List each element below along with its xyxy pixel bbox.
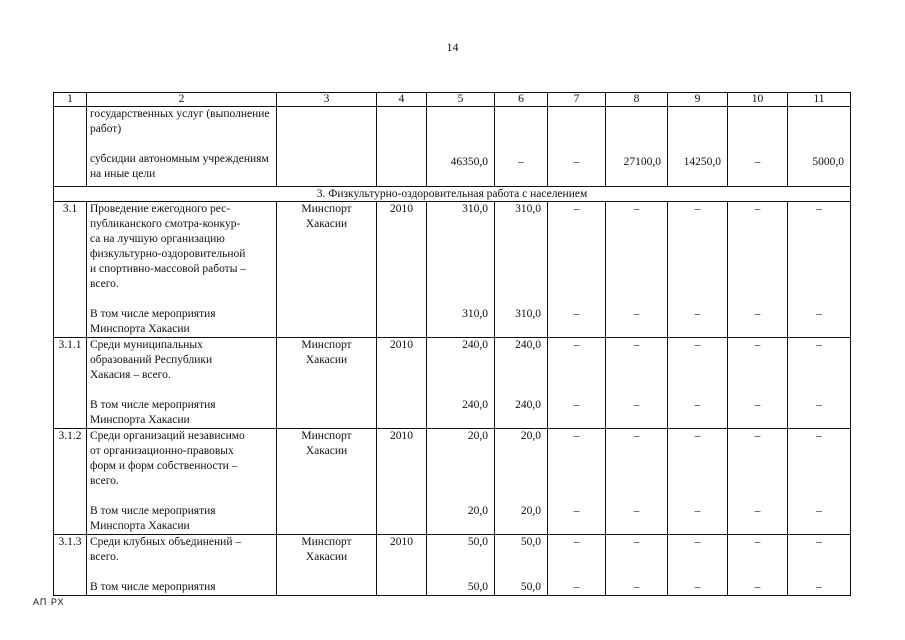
section-row — [54, 187, 851, 202]
column-header-row — [54, 93, 851, 107]
table-row — [54, 429, 851, 535]
year-cell: 2010 — [377, 338, 427, 429]
value-cell — [427, 338, 495, 429]
value-cell: 27100,0 — [606, 107, 668, 187]
column-header: 5 — [427, 93, 495, 107]
value-cell: – – — [788, 202, 851, 338]
value-cell: – – — [728, 535, 788, 596]
description-cell — [87, 429, 277, 535]
value-total: 20,0 — [467, 430, 488, 442]
value-sub: 50,0 — [520, 581, 541, 593]
item-number: 3.1.2 — [54, 429, 87, 535]
executor-line: Хакасии — [305, 218, 348, 230]
budget-table — [53, 92, 851, 596]
value-total: 240,0 — [515, 339, 541, 351]
description-line: са на лучшую организацию — [90, 233, 225, 245]
column-header: 10 — [728, 93, 788, 107]
value-sub: 310,0 — [515, 308, 541, 320]
value-sub: 310,0 — [462, 308, 488, 320]
value-total: 50,0 — [520, 536, 541, 548]
value-cell — [427, 535, 495, 596]
description-line: Среди муниципальных — [90, 339, 203, 351]
executor-line: Хакасии — [305, 551, 348, 563]
value-cell: – – — [606, 338, 668, 429]
column-header: 8 — [606, 93, 668, 107]
value-cell — [495, 338, 548, 429]
table-row — [54, 338, 851, 429]
value-cell: – — [495, 107, 548, 187]
description-line: Хакасия – всего. — [90, 369, 171, 381]
page-number: 14 — [446, 40, 459, 54]
value-cell: – – — [606, 202, 668, 338]
value-cell — [495, 535, 548, 596]
value-cell: – – — [548, 429, 606, 535]
column-header: 7 — [548, 93, 606, 107]
description-line: от организационно-правовых — [90, 445, 234, 457]
value-total: 310,0 — [515, 203, 541, 215]
value-cell — [495, 202, 548, 338]
description-line: Минспорта Хакасии — [90, 414, 190, 426]
value-cell: – – — [606, 535, 668, 596]
footer-mark: АП РХ — [33, 597, 65, 607]
description-line: всего. — [90, 551, 119, 563]
executor-cell — [277, 535, 377, 596]
column-header: 4 — [377, 93, 427, 107]
description-line: физкультурно-оздоровительной — [90, 248, 246, 260]
executor-line: Минспорт — [301, 430, 352, 442]
value-cell: 46350,0 — [427, 107, 495, 187]
description-cell — [87, 202, 277, 338]
description-line: и спортивно-массовой работы – — [90, 263, 247, 275]
value-cell: – – — [728, 338, 788, 429]
executor-cell — [277, 429, 377, 535]
executor-cell — [277, 338, 377, 429]
description-line: Минспорта Хакасии — [90, 520, 190, 532]
year-cell: 2010 — [377, 429, 427, 535]
description-line: В том числе мероприятия — [90, 581, 216, 593]
description-line: Проведение ежегодного рес- — [90, 203, 231, 215]
value-total: 20,0 — [520, 430, 541, 442]
value-cell: 14250,0 — [668, 107, 728, 187]
value-cell — [427, 202, 495, 338]
value-cell: – – — [668, 535, 728, 596]
value-sub: 240,0 — [515, 399, 541, 411]
item-number: 3.1 — [54, 202, 87, 338]
description-cell — [87, 107, 277, 187]
column-header: 2 — [87, 93, 277, 107]
value-cell: – – — [668, 202, 728, 338]
description-line: всего. — [90, 475, 119, 487]
executor-line: Хакасии — [305, 445, 348, 457]
description-line: Минспорта Хакасии — [90, 323, 190, 335]
executor-cell — [277, 202, 377, 338]
executor-line: Минспорт — [301, 536, 352, 548]
value-cell: – – — [788, 535, 851, 596]
value-cell: – – — [788, 429, 851, 535]
table-row-continuation — [54, 107, 851, 187]
section-title: 3. Физкультурно-оздоровительная работа с населением — [54, 187, 851, 202]
item-number: 3.1.1 — [54, 338, 87, 429]
value-cell — [495, 429, 548, 535]
value-cell: – – — [548, 202, 606, 338]
description-line: образований Республики — [90, 354, 213, 366]
table-row — [54, 535, 851, 596]
description-line: на иные цели — [90, 168, 156, 180]
value-cell: – – — [728, 202, 788, 338]
value-cell: – – — [606, 429, 668, 535]
description-line: Среди организаций независимо — [90, 430, 245, 442]
value-total: 50,0 — [467, 536, 488, 548]
executor-line: Минспорт — [301, 339, 352, 351]
year-cell: 2010 — [377, 535, 427, 596]
value-sub: 50,0 — [467, 581, 488, 593]
value-total: 240,0 — [462, 339, 488, 351]
item-number: 3.1.3 — [54, 535, 87, 596]
value-total: 310,0 — [462, 203, 488, 215]
value-sub: 240,0 — [462, 399, 488, 411]
description-line: государственных услуг (выполнение — [90, 108, 270, 120]
description-line: В том числе мероприятия — [90, 399, 216, 411]
value-cell: – – — [548, 535, 606, 596]
year-cell: 2010 — [377, 202, 427, 338]
table-row — [54, 202, 851, 338]
description-cell — [87, 535, 277, 596]
description-line: В том числе мероприятия — [90, 308, 216, 320]
description-line: всего. — [90, 278, 119, 290]
description-line: публиканского смотра-конкур- — [90, 218, 241, 230]
description-line: субсидии автономным учреждениям — [90, 153, 269, 165]
value-cell: 5000,0 — [788, 107, 851, 187]
value-sub: 20,0 — [467, 505, 488, 517]
column-header: 9 — [668, 93, 728, 107]
description-cell — [87, 338, 277, 429]
description-line: Среди клубных объединений – — [90, 536, 242, 548]
value-cell: – – — [548, 338, 606, 429]
value-sub: 20,0 — [520, 505, 541, 517]
value-cell — [427, 429, 495, 535]
value-cell: – – — [668, 429, 728, 535]
description-line: форм и форм собственности – — [90, 460, 238, 472]
executor-line: Минспорт — [301, 203, 352, 215]
value-cell: – — [728, 107, 788, 187]
column-header: 6 — [495, 93, 548, 107]
executor-line: Хакасии — [305, 354, 348, 366]
value-cell: – – — [728, 429, 788, 535]
value-cell: – – — [668, 338, 728, 429]
value-cell: – — [548, 107, 606, 187]
value-cell: – – — [788, 338, 851, 429]
column-header: 1 — [54, 93, 87, 107]
description-line: работ) — [90, 123, 122, 135]
column-header: 11 — [788, 93, 851, 107]
column-header: 3 — [277, 93, 377, 107]
description-line: В том числе мероприятия — [90, 505, 216, 517]
